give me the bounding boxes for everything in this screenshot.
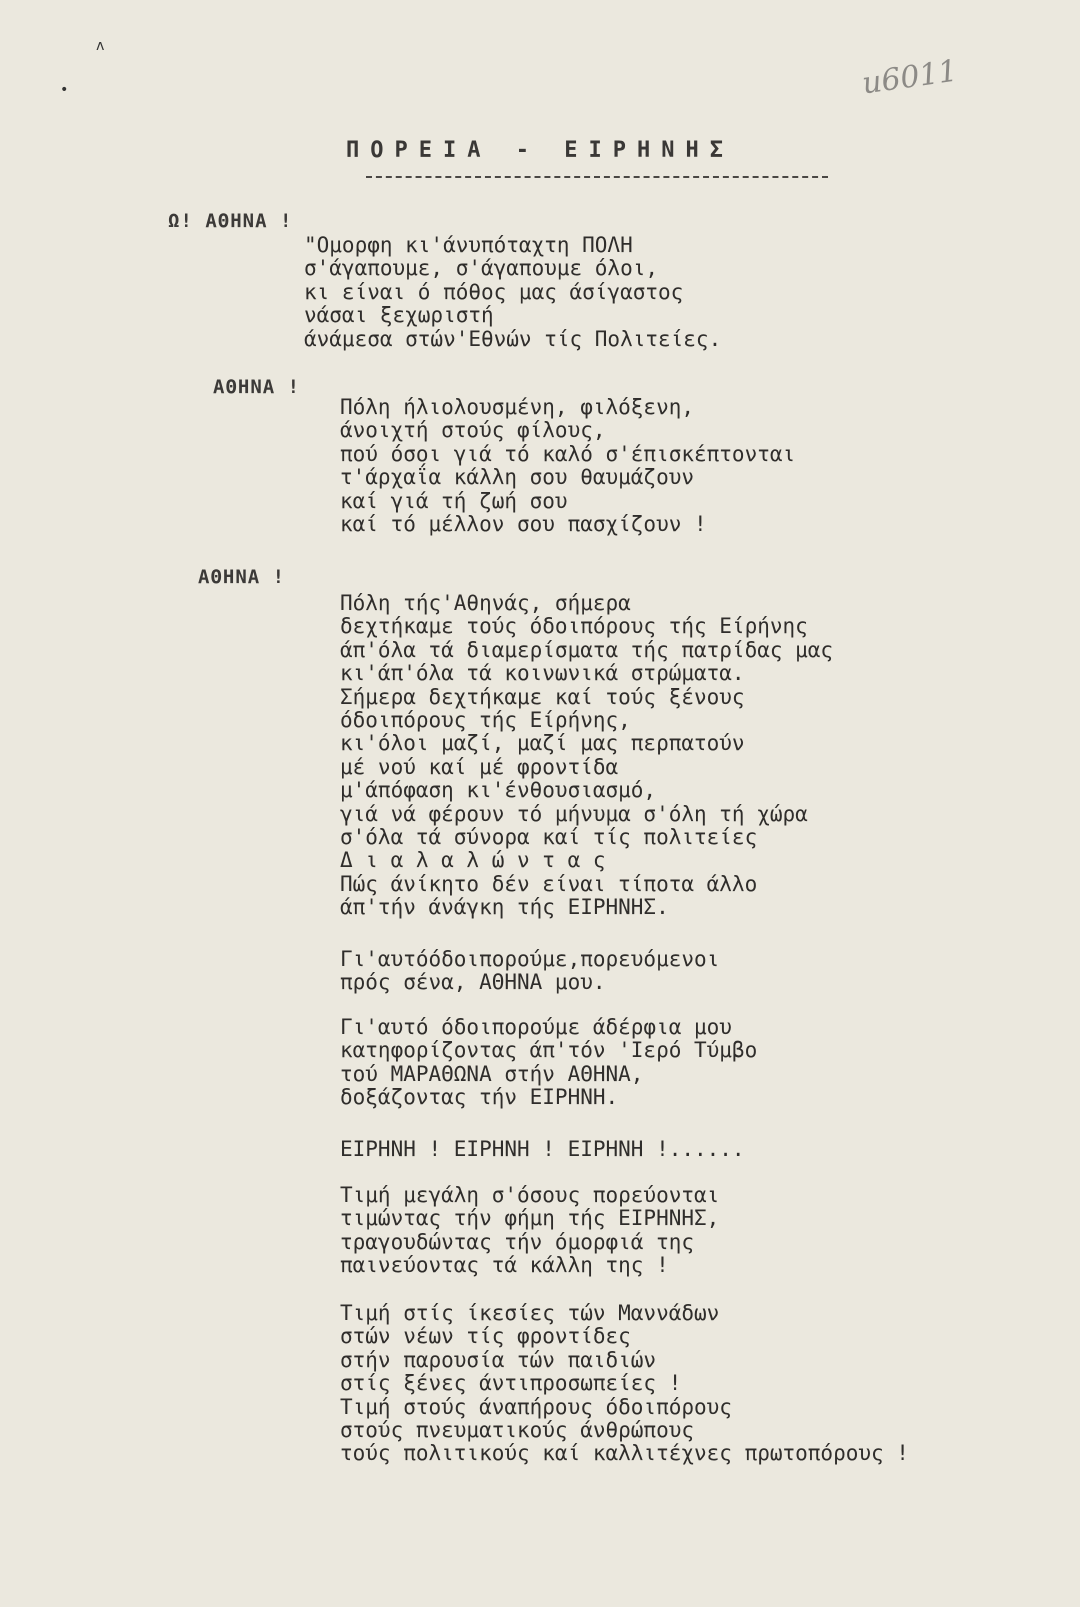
label-second: ΑΘΗΝΑ ! [213,376,301,398]
verse-line: μέ νού καί μέ φροντίδα [340,754,619,779]
verse-line: τού ΜΑΡΑΘΩΝΑ στήν ΑΘΗΝΑ, [340,1061,644,1086]
verse-line: καί τό μέλλον σου πασχίζουν ! [340,512,707,537]
verse-line: κι'άπ'όλα τά κοινωνικά στρώματα. [340,661,745,686]
verse-line: γιά νά φέρουν τό μήνυμα σ'όλη τή χώρα [340,801,808,826]
verse-line: Γι'αυτό όδοιπορούμε άδέρφια μου [340,1015,732,1039]
verse-line: στήν παρουσία τών παιδιών [340,1347,657,1372]
verse-line: καί γιά τή ζωή σου [340,488,568,513]
verse-line: Τιμή στίς ίκεσίες τών Μαννάδων [340,1301,720,1325]
verse-line: άνοιχτή στούς φίλους, [340,418,606,443]
verse-line: παινεύοντας τά κάλλη της ! [340,1253,669,1278]
verse-line: Πόλη τής'Αθηνάς, σήμερα [340,591,631,615]
archive-number: u6011 [860,53,960,102]
verse-line: σ'άγαπουμε, σ'άγαπουμε όλοι, [304,256,659,281]
verse-line: πρός σένα, ΑΘΗΝΑ μου. [340,970,606,995]
verse-line: κατηφορίζοντας άπ'τόν 'Ιερό Τύμβο [340,1038,758,1063]
stanza-1 [304,234,721,351]
stanza-8 [340,1302,909,1466]
verse-line: στίς ξένες άντιπροσωπείες ! [340,1371,682,1396]
stanza-2 [340,396,795,536]
pencil-mark: ʌ [96,38,105,54]
verse-line: νάσαι ξεχωριστή [304,303,494,328]
label-third: ΑΘΗΝΑ ! [198,566,286,588]
stanza-7 [340,1184,719,1278]
verse-line: στών νέων τίς φροντίδες [340,1324,631,1349]
stanza-6 [340,1138,745,1161]
verse-line: Τιμή μεγάλη σ'όσους πορεύονται [340,1183,720,1207]
poem-title: ΠΟΡΕΙΑ - ΕΙΡΗΝΗΣ [346,138,734,163]
verse-line: όδοιπόρους τής Είρήνης, [340,708,631,733]
pencil-dot: • [60,82,69,98]
verse-line: άπ'τήν άνάγκη τής ΕΙΡΗΝΗΣ. [340,895,669,920]
verse-line: άπ'όλα τά διαμερίσματα τής πατρίδας μας [340,637,834,662]
verse-line: Πόλη ήλιολουσμένη, φιλόξενη, [340,395,695,419]
verse-line: σ'όλα τά σύνορα καί τίς πολιτείες [340,825,758,850]
verse-line: κι είναι ό πόθος μας άσίγαστος [304,279,684,304]
verse-line: Πώς άνίκητο δέν είναι τίποτα άλλο [340,871,758,896]
verse-line: τ'άρχαΐα κάλλη σου θαυμάζουν [340,465,695,490]
verse-line: τούς πολιτικούς καί καλλιτέχνες πρωτοπόρους ! [340,1441,909,1466]
verse-line: δεχτήκαμε τούς όδοιπόρους τής Είρήνης [340,614,808,639]
verse-line: τραγουδώντας τήν όμορφιά της [340,1229,695,1254]
verse-line: Σήμερα δεχτήκαμε καί τούς ξένους [340,684,745,709]
stanza-3 [340,592,833,920]
verse-line: Δ ι α λ α λ ώ ν τ α ς [340,848,606,873]
stanza-4 [340,948,719,995]
verse-line: κι'όλοι μαζί, μαζί μας περπατούν [340,731,745,756]
verse-line: τιμώντας τήν φήμη τής ΕΙΡΗΝΗΣ, [340,1206,720,1231]
verse-line: Γι'αυτόόδοιπορούμε,πορευόμενοι [340,947,720,971]
label-first: Ω! ΑΘΗΝΑ ! [168,210,293,232]
title-underline [366,176,828,178]
verse-line: Τιμή στούς άναπήρους όδοιπόρους [340,1394,732,1419]
verse-line: ΕΙΡΗΝΗ ! ΕΙΡΗΝΗ ! ΕΙΡΗΝΗ !...... [340,1137,745,1161]
stanza-5 [340,1016,757,1110]
verse-line: στούς πνευματικούς άνθρώπους [340,1418,695,1443]
verse-line: "Ομορφη κι'άνυπόταχτη ΠΟΛΗ [304,233,633,257]
verse-line: μ'άπόφαση κι'ένθουσιασμό, [340,778,657,803]
verse-line: δοξάζοντας τήν ΕΙΡΗΝΗ. [340,1085,619,1110]
verse-line: άνάμεσα στών'Εθνών τίς Πολιτείες. [304,326,722,351]
verse-line: πού όσοι γιά τό καλό σ'έπισκέπτονται [340,441,796,466]
